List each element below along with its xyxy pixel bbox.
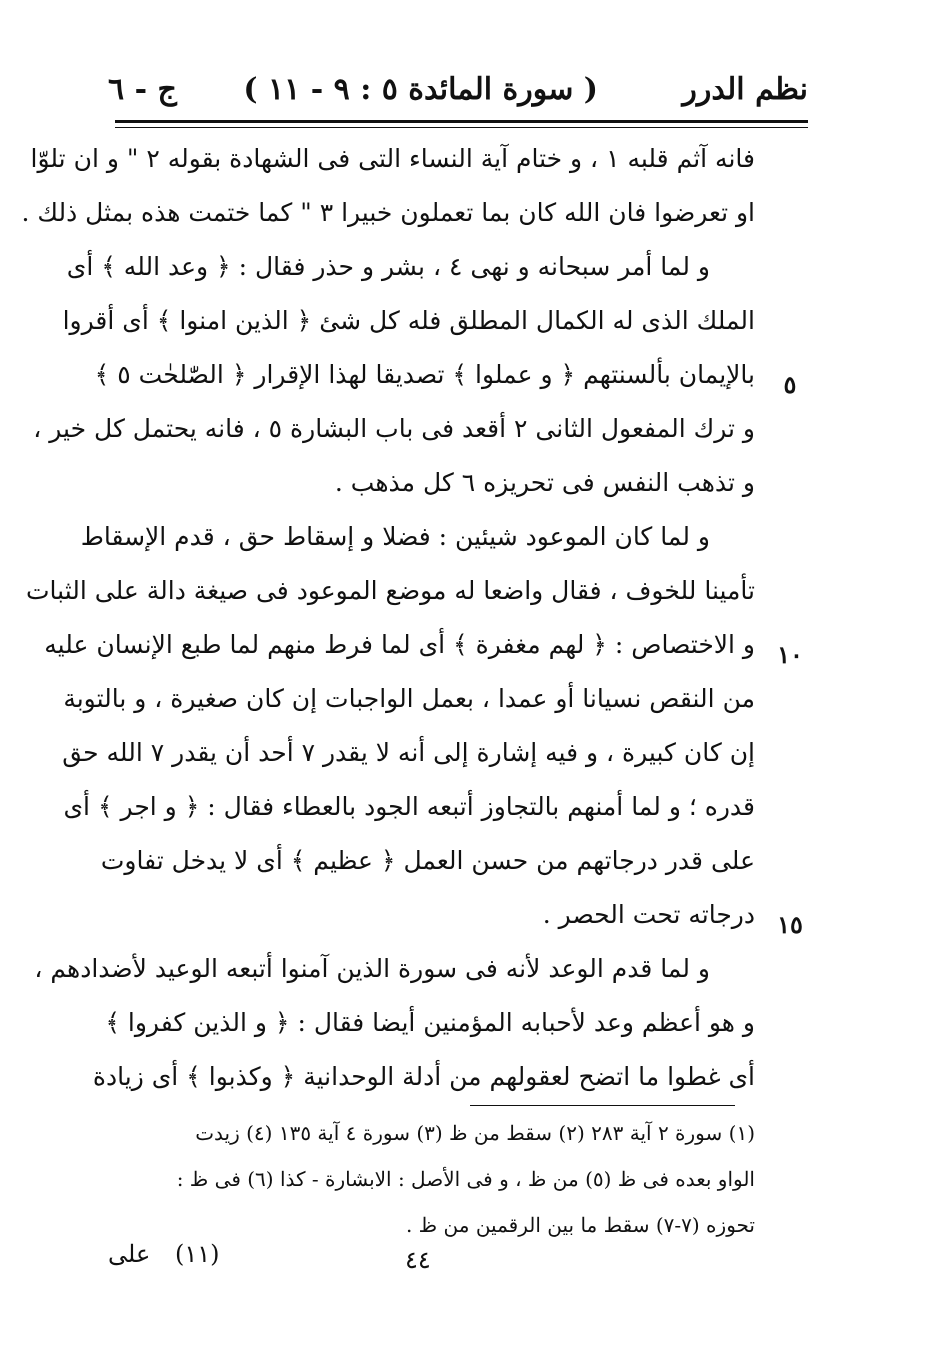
text-line: قدره ؛ و لما أمنهم بالتجاوز أتبعه الجود بالعطاء فقال : ﴿ و اجر ﴾ أى [63, 792, 755, 821]
text-line: بالإيمان بألسنتهم ﴿ و عملوا ﴾ تصديقا لهذا الإقرار ﴿ الصّٰلحٰت ٥ ﴾ [94, 360, 755, 389]
text-line: او تعرضوا فان الله كان بما تعملون خبيرا ٣ " كما ختمت هذه بمثل ذلك . [21, 198, 755, 227]
line-number-5: ٥ [783, 370, 797, 399]
text-line: و تذهب النفس فى تحريزه ٦ كل مذهب . [334, 468, 755, 497]
line-number-15: ١٥ [777, 910, 803, 939]
line-number-10: ١٠ [777, 640, 803, 669]
text-line: على قدر درجاتهم من حسن العمل ﴿ عظيم ﴾ أى لا يدخل تفاوت [100, 846, 755, 875]
text-line: و لما قدم الوعد لأنه فى سورة الذين آمنوا أتبعه الوعيد لأضدادهم ، [34, 954, 710, 983]
text-line: و الاختصاص : ﴿ لهم مغفرة ﴾ أى لما فرط منهم لما طبع الإنسان عليه [44, 630, 755, 659]
text-line: الملك الذى له الكمال المطلق فله كل شئ ﴿ الذين امنوا ﴾ أى أقروا [62, 306, 755, 335]
footnotes [100, 1110, 755, 1248]
catchword-number: (١١) [175, 1240, 220, 1268]
footnote-line: (١) سورة ٢ آية ٢٨٣ (٢) سقط من ظ (٣) سورة ٤ آية ١٣٥ (٤) زيدت [195, 1121, 755, 1145]
surah-reference: ( سورة المائدة ٥ : ٩ - ١١ ) [243, 72, 598, 107]
running-header [108, 60, 808, 120]
header-rule-thick [115, 120, 808, 123]
text-line: درجاته تحت الحصر . [542, 900, 755, 929]
page-number: ٤٤ [405, 1246, 431, 1274]
text-line: إن كان كبيرة ، و فيه إشارة إلى أنه لا يقدر ٧ أحد أن يقدر ٧ الله حق [62, 738, 755, 767]
footnote-line: تحوزه (٧-٧) سقط ما بين الرقمين من ظ . [405, 1213, 755, 1237]
text-line: فانه آثم قلبه ١ ، و ختام آية النساء التى فى الشهادة بقوله ٢ " و ان تلوّا [30, 144, 755, 173]
footnote-line: الواو بعده فى ظ (٥) من ظ ، و فى الأصل : الابشارة - كذا (٦) فى ظ : [176, 1167, 755, 1191]
text-line: و لما كان الموعود شيئين : فضلا و إسقاط حق ، قدم الإسقاط [80, 522, 710, 551]
footnote-separator [470, 1105, 735, 1106]
text-line: و هو أعظم وعد لأحبابه المؤمنين أيضا فقال : ﴿ و الذين كفروا ﴾ [105, 1008, 755, 1037]
header-rule-thin [115, 127, 808, 128]
catchword: على [108, 1240, 151, 1268]
text-line: و لما أمر سبحانه و نهى ٤ ، بشر و حذر فقال : ﴿ وعد الله ﴾ أى [66, 252, 710, 281]
text-line: و ترك المفعول الثانى ٢ أقعد فى باب البشارة ٥ ، فانه يحتمل كل خير ، [33, 414, 755, 443]
volume-number: ج - ٦ [108, 72, 177, 107]
text-line: تأمينا للخوف ، فقال واضعا له موضع الموعود فى صيغة دالة على الثبات [26, 576, 755, 605]
text-line: من النقص نسيانا أو عمدا ، بعمل الواجبات إن كان صغيرة ، و بالتوبة [63, 684, 755, 713]
text-line: أى غطوا ما اتضح لعقولهم من أدلة الوحدانية ﴿ وكذبوا ﴾ أى زيادة [92, 1062, 755, 1091]
book-title: نظم الدرر [682, 72, 808, 107]
main-text [21, 132, 755, 1104]
